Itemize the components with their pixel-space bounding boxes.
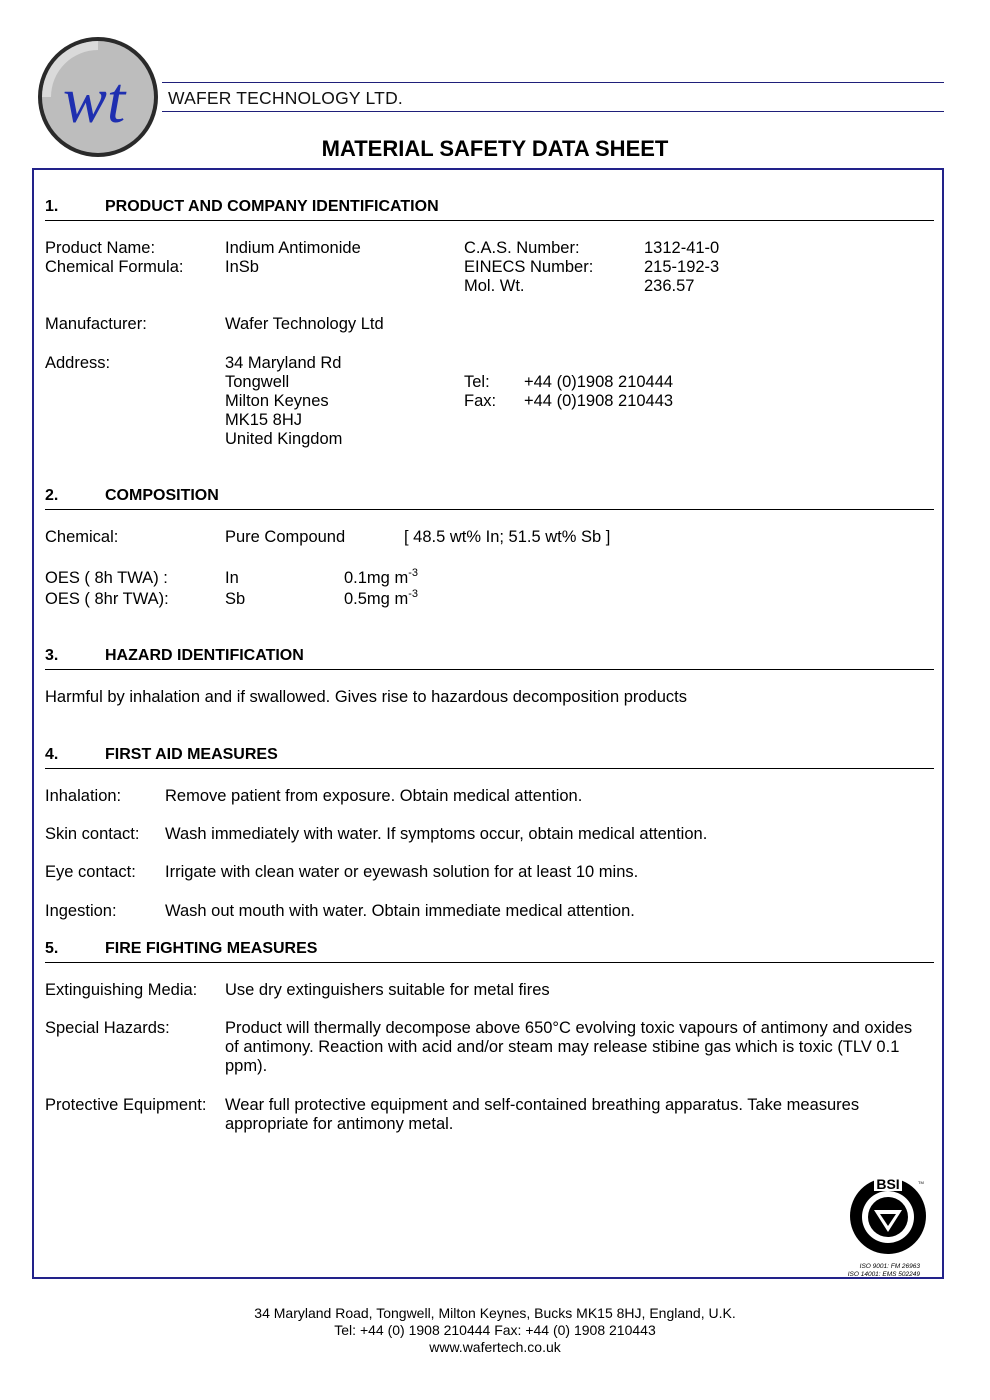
cas-value: 1312-41-0: [644, 239, 720, 257]
chemical-formula-label: Chemical Formula:: [45, 258, 184, 276]
oes-label: OES ( 8hr TWA):: [45, 590, 169, 608]
oes-label: OES ( 8h TWA) :: [45, 569, 168, 587]
chemical-label: Chemical:: [45, 528, 119, 546]
cas-label: C.A.S. Number:: [464, 239, 580, 257]
footer-phone: Tel: +44 (0) 1908 210444 Fax: +44 (0) 1908 210443: [334, 1322, 656, 1338]
fire-text: Wear full protective equipment and self-contained breathing apparatus. Take measures appropriate for antimony metal.: [225, 1096, 860, 1133]
tel-label: Tel:: [464, 373, 490, 391]
address-line: United Kingdom: [225, 430, 343, 448]
section-title: FIRE FIGHTING MEASURES: [105, 940, 318, 957]
oes-value-text: 0.1mg m: [344, 569, 409, 587]
chemical-value: Pure Compound: [225, 528, 346, 546]
first-aid-label: Eye contact:: [45, 863, 136, 881]
address-line: 34 Maryland Rd: [225, 354, 342, 372]
chemical-formula-value: InSb: [225, 258, 259, 276]
tel-value: +44 (0)1908 210444: [524, 373, 674, 391]
section-title: FIRST AID MEASURES: [105, 746, 278, 763]
address-line: Tongwell: [225, 373, 290, 391]
first-aid-label: Inhalation:: [45, 787, 122, 805]
first-aid-label: Skin contact:: [45, 825, 140, 843]
composition-value: [ 48.5 wt% In; 51.5 wt% Sb ]: [404, 528, 611, 546]
section-number: 1.: [45, 198, 59, 215]
section-number: 2.: [45, 487, 59, 504]
manufacturer-value: Wafer Technology Ltd: [225, 315, 384, 333]
fire-label: Special Hazards:: [45, 1019, 170, 1037]
section-title: PRODUCT AND COMPANY IDENTIFICATION: [105, 198, 439, 215]
hazard-text: Harmful by inhalation and if swallowed. Gives rise to hazardous decomposition products: [45, 688, 687, 706]
address-line: Milton Keynes: [225, 392, 329, 410]
section-2-heading: [45, 487, 934, 510]
section-3-heading: [45, 647, 934, 670]
manufacturer-label: Manufacturer:: [45, 315, 147, 333]
fax-label: Fax:: [464, 392, 497, 410]
product-name-label: Product Name:: [45, 239, 156, 257]
company-name: WAFER TECHNOLOGY LTD.: [168, 88, 403, 108]
iso-14001-line: ISO 14001: EMS 502249: [847, 1271, 920, 1278]
section-title: COMPOSITION: [105, 487, 219, 504]
bsi-letters: BSI: [876, 1176, 900, 1192]
oes-value: [344, 569, 418, 588]
header-rule-top: [162, 82, 944, 83]
oes-element: Sb: [225, 590, 246, 608]
oes-value: [344, 590, 418, 609]
first-aid-label: Ingestion:: [45, 902, 117, 920]
section-5-heading: [45, 940, 934, 963]
section-title: HAZARD IDENTIFICATION: [105, 647, 304, 664]
footer-website: www.wafertech.co.uk: [429, 1339, 561, 1355]
page-title: MATERIAL SAFETY DATA SHEET: [321, 136, 669, 161]
fire-label: Protective Equipment:: [45, 1096, 207, 1114]
bsi-tm: TM: [918, 1180, 924, 1185]
section-number: 5.: [45, 940, 59, 957]
fire-label: Extinguishing Media:: [45, 981, 198, 999]
fire-text: Use dry extinguishers suitable for metal fires: [225, 981, 550, 999]
einecs-value: 215-192-3: [644, 258, 720, 276]
mol-wt-value: 236.57: [644, 277, 695, 295]
fax-value: +44 (0)1908 210443: [524, 392, 674, 410]
section-4-heading: [45, 746, 934, 769]
bsi-certification-mark: [844, 1172, 934, 1254]
first-aid-text: Wash out mouth with water. Obtain immediate medical attention.: [165, 902, 635, 920]
oes-exponent: -3: [408, 567, 418, 579]
product-name-value: Indium Antimonide: [225, 239, 361, 257]
einecs-label: EINECS Number:: [464, 258, 594, 276]
header-rule-bottom: [162, 111, 944, 112]
logo-letters: wt: [62, 64, 126, 137]
address-line: MK15 8HJ: [225, 411, 303, 429]
footer-address: 34 Maryland Road, Tongwell, Milton Keynes, Bucks MK15 8HJ, England, U.K.: [254, 1305, 736, 1321]
first-aid-text: Irrigate with clean water or eyewash solution for at least 10 mins.: [165, 863, 639, 881]
iso-9001-line: ISO 9001: FM 26963: [859, 1263, 920, 1270]
section-1-heading: [45, 198, 934, 221]
oes-element: In: [225, 569, 239, 587]
oes-exponent: -3: [408, 588, 418, 600]
mol-wt-label: Mol. Wt.: [464, 277, 525, 295]
fire-text: Product will thermally decompose above 650°C evolving toxic vapours of antimony and oxides of antimony. Reaction with acid and/or steam may release stibine gas which is toxic (TLV 0.1 ppm).: [225, 1019, 913, 1075]
first-aid-text: Remove patient from exposure. Obtain medical attention.: [165, 787, 583, 805]
first-aid-text: Wash immediately with water. If symptoms occur, obtain medical attention.: [165, 825, 708, 843]
section-number: 4.: [45, 746, 59, 763]
section-number: 3.: [45, 647, 59, 664]
oes-value-text: 0.5mg m: [344, 590, 409, 608]
address-label: Address:: [45, 354, 111, 372]
